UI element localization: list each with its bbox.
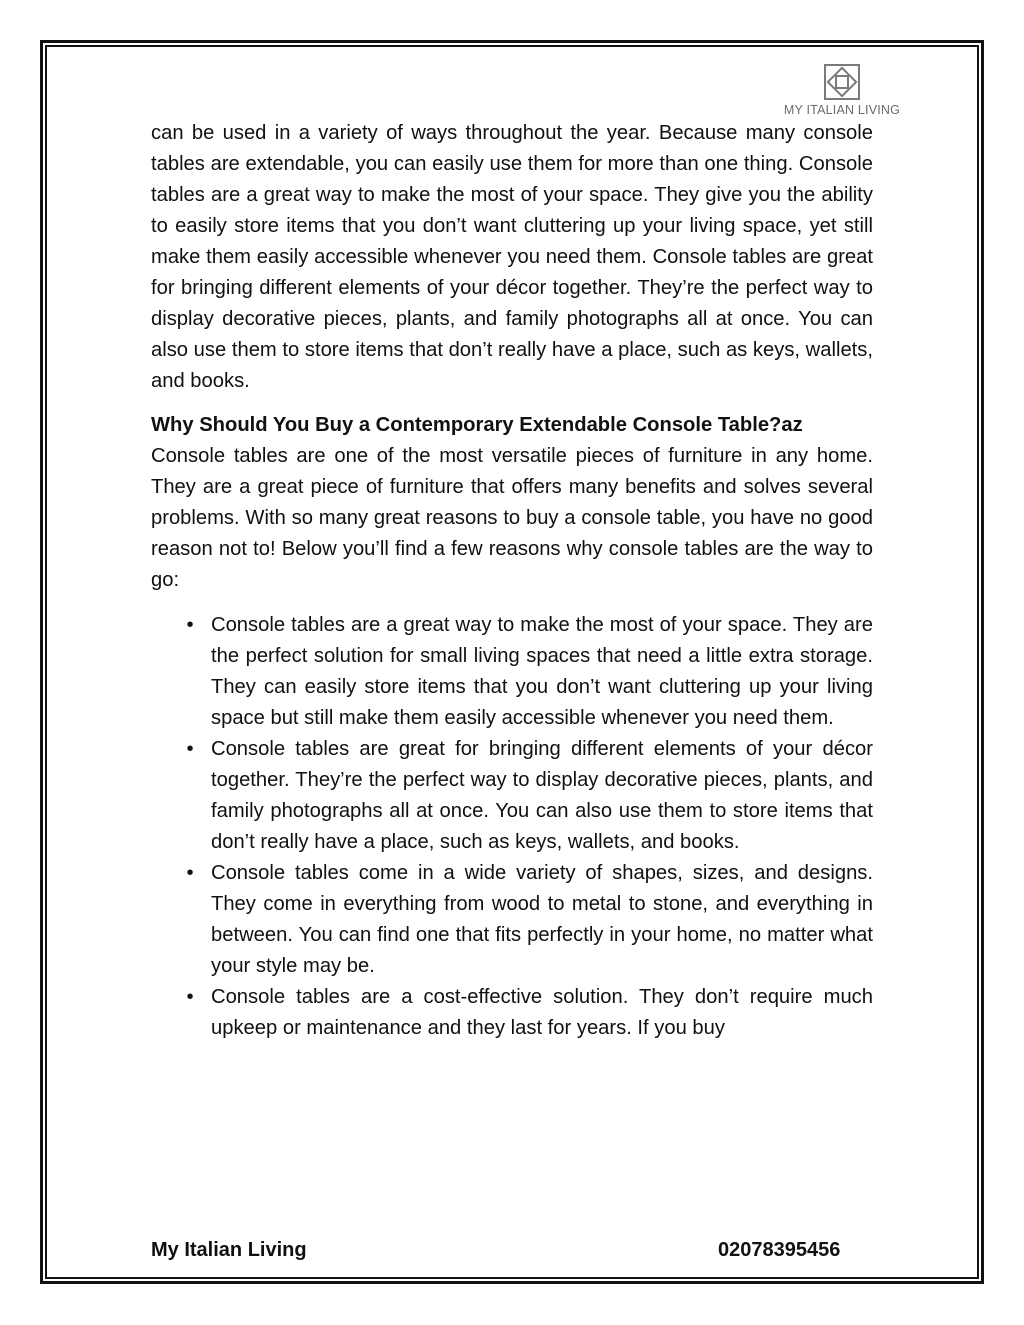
- intro-paragraph: can be used in a variety of ways throughout the year. Because many console tables are extendable, you can easily use them for more than one thing. Console tables are a great way to make the most of your space. They give you the ability to easily store items that you don’t want cluttering up your living space, yet still make them easily accessible whenever you need them. Console tables are great for bringing different elements of your décor together. They’re the perfect way to display decorative pieces, plants, and family photographs all at once. You can also use them to store items that don’t really have a place, such as keys, wallets, and books.: [151, 122, 873, 392]
- list-item-text: Console tables are a cost-effective solution. They don’t require much upkeep or maintenance and they last for years. If you buy: [211, 986, 873, 1039]
- section-paragraph: Console tables are one of the most versatile pieces of furniture in any home. They are a great piece of furniture that offers many benefits and solves several problems. With so many great reasons to buy a console table, you have no good reason not to! Below you’ll find a few reasons why console tables are the way to go:: [151, 445, 873, 591]
- list-item: [151, 982, 873, 1044]
- list-item: [151, 610, 873, 734]
- bullet-icon: •: [186, 862, 194, 884]
- list-item: [151, 858, 873, 982]
- interlocking-squares-logo-icon: [821, 62, 863, 102]
- footer-phone-number: 02078395456: [718, 1239, 841, 1261]
- list-item-text: Console tables come in a wide variety of shapes, sizes, and designs. They come in everything from wood to metal to stone, and everything in between. You can find one that fits perfectly in your home, no matter what your style may be.: [211, 862, 873, 977]
- list-item-text: Console tables are a great way to make the most of your space. They are the perfect solution for small living spaces that need a little extra storage. They can easily store items that you don’t want cluttering up your living space but still make them easily accessible whenever you need them.: [211, 614, 873, 729]
- bullet-icon: •: [186, 614, 194, 636]
- reasons-list: [151, 610, 873, 1044]
- document-body: [151, 118, 873, 1044]
- bullet-icon: •: [186, 986, 194, 1008]
- list-item-text: Console tables are great for bringing different elements of your décor together. They’re the perfect way to display decorative pieces, plants, and family photographs all at once. You can also use them to store items that don’t really have a place, such as keys, wallets, and books.: [211, 738, 873, 853]
- brand-logo-text: MY ITALIAN LIVING: [783, 103, 901, 117]
- list-item: [151, 734, 873, 858]
- section-heading: Why Should You Buy a Contemporary Extendable Console Table?az: [151, 414, 803, 436]
- footer-company-name: My Italian Living: [151, 1239, 307, 1261]
- bullet-icon: •: [186, 738, 194, 760]
- brand-logo: [779, 62, 905, 122]
